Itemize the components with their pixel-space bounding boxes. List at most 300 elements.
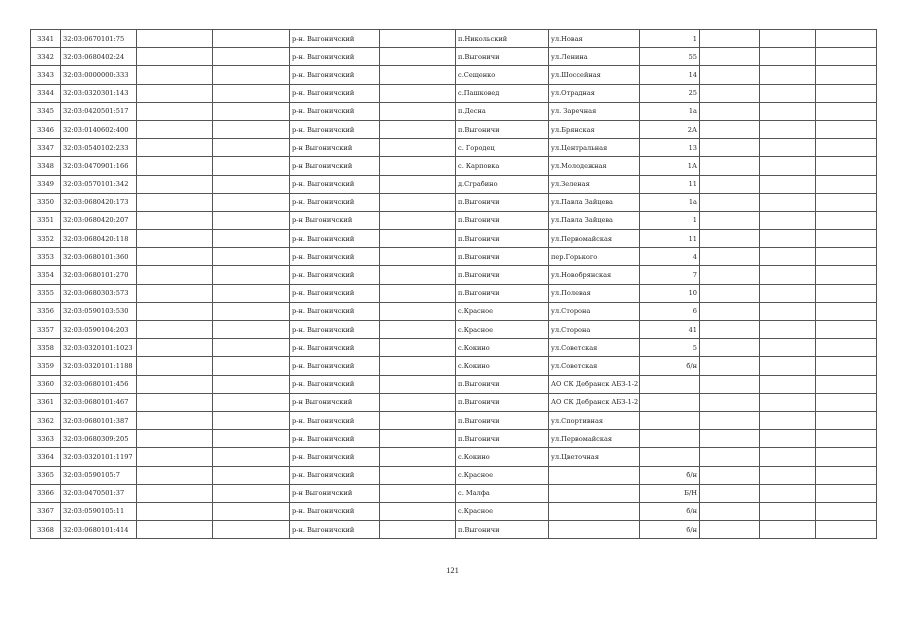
table-row bbox=[31, 120, 877, 138]
blank-cell bbox=[137, 339, 213, 357]
blank-cell bbox=[816, 30, 877, 48]
blank-cell bbox=[700, 193, 760, 211]
district: р-н. Выгоничский bbox=[290, 502, 380, 520]
settlement: д.Сграбино bbox=[456, 175, 549, 193]
settlement: с.Красное bbox=[456, 502, 549, 520]
row-number: 3344 bbox=[31, 84, 61, 102]
blank-cell bbox=[213, 120, 290, 138]
cadastral-number: 32:03:0590105:11 bbox=[61, 502, 137, 520]
house-number: 10 bbox=[640, 284, 700, 302]
blank-cell bbox=[760, 302, 816, 320]
blank-cell bbox=[760, 30, 816, 48]
house-number: 25 bbox=[640, 84, 700, 102]
district: р-н. Выгоничский bbox=[290, 30, 380, 48]
blank-cell bbox=[137, 430, 213, 448]
settlement: п.Выгоничи bbox=[456, 248, 549, 266]
blank-cell bbox=[137, 248, 213, 266]
cadastral-number: 32:03:0470501:37 bbox=[61, 484, 137, 502]
settlement: с.Кокино bbox=[456, 448, 549, 466]
street bbox=[549, 466, 640, 484]
blank-cell bbox=[816, 266, 877, 284]
settlement: с.Красное bbox=[456, 321, 549, 339]
house-number bbox=[640, 430, 700, 448]
house-number: 2А bbox=[640, 120, 700, 138]
street: ул.Павла Зайцева bbox=[549, 211, 640, 229]
blank-cell bbox=[380, 393, 456, 411]
blank-cell bbox=[816, 211, 877, 229]
row-number: 3349 bbox=[31, 175, 61, 193]
blank-cell bbox=[213, 466, 290, 484]
blank-cell bbox=[760, 193, 816, 211]
blank-cell bbox=[760, 466, 816, 484]
street: ул.Первомайская bbox=[549, 230, 640, 248]
blank-cell bbox=[816, 430, 877, 448]
house-number: 11 bbox=[640, 175, 700, 193]
blank-cell bbox=[213, 175, 290, 193]
blank-cell bbox=[213, 375, 290, 393]
house-number: 6 bbox=[640, 302, 700, 320]
street: ул.Центральная bbox=[549, 139, 640, 157]
blank-cell bbox=[137, 48, 213, 66]
cadastral-number: 32:03:0680101:456 bbox=[61, 375, 137, 393]
row-number: 3367 bbox=[31, 502, 61, 520]
settlement: п.Выгоничи bbox=[456, 193, 549, 211]
blank-cell bbox=[137, 157, 213, 175]
table-row bbox=[31, 321, 877, 339]
blank-cell bbox=[213, 139, 290, 157]
house-number: 1а bbox=[640, 102, 700, 120]
blank-cell bbox=[137, 466, 213, 484]
blank-cell bbox=[816, 230, 877, 248]
house-number: 1 bbox=[640, 30, 700, 48]
house-number: 4 bbox=[640, 248, 700, 266]
blank-cell bbox=[816, 357, 877, 375]
blank-cell bbox=[700, 284, 760, 302]
blank-cell bbox=[816, 284, 877, 302]
blank-cell bbox=[380, 266, 456, 284]
blank-cell bbox=[816, 321, 877, 339]
blank-cell bbox=[700, 248, 760, 266]
blank-cell bbox=[213, 193, 290, 211]
blank-cell bbox=[380, 120, 456, 138]
blank-cell bbox=[213, 157, 290, 175]
district: р-н. Выгоничский bbox=[290, 175, 380, 193]
blank-cell bbox=[137, 302, 213, 320]
cadastral-number: 32:03:0140602:400 bbox=[61, 120, 137, 138]
house-number: 1 bbox=[640, 211, 700, 229]
settlement: п.Выгоничи bbox=[456, 284, 549, 302]
blank-cell bbox=[213, 284, 290, 302]
blank-cell bbox=[760, 411, 816, 429]
table-row bbox=[31, 48, 877, 66]
settlement: п.Никольский bbox=[456, 30, 549, 48]
blank-cell bbox=[380, 175, 456, 193]
house-number bbox=[640, 393, 700, 411]
cadastral-number: 32:03:0680101:360 bbox=[61, 248, 137, 266]
cadastral-number: 32:03:0680309:205 bbox=[61, 430, 137, 448]
settlement: с.Красное bbox=[456, 302, 549, 320]
blank-cell bbox=[137, 448, 213, 466]
settlement: с. Карповка bbox=[456, 157, 549, 175]
street: ул.Сторона bbox=[549, 302, 640, 320]
district: р-н. Выгоничский bbox=[290, 266, 380, 284]
blank-cell bbox=[760, 66, 816, 84]
house-number: б/н bbox=[640, 466, 700, 484]
cadastral-number: 32:03:0570101:342 bbox=[61, 175, 137, 193]
table-row bbox=[31, 484, 877, 502]
row-number: 3364 bbox=[31, 448, 61, 466]
blank-cell bbox=[700, 411, 760, 429]
table-row bbox=[31, 448, 877, 466]
blank-cell bbox=[137, 230, 213, 248]
row-number: 3347 bbox=[31, 139, 61, 157]
blank-cell bbox=[760, 521, 816, 539]
blank-cell bbox=[760, 339, 816, 357]
blank-cell bbox=[816, 484, 877, 502]
street bbox=[549, 502, 640, 520]
settlement: с.Кокино bbox=[456, 339, 549, 357]
table-row bbox=[31, 357, 877, 375]
blank-cell bbox=[816, 48, 877, 66]
property-registry-table bbox=[30, 29, 877, 539]
blank-cell bbox=[816, 193, 877, 211]
blank-cell bbox=[213, 321, 290, 339]
settlement: п.Выгоничи bbox=[456, 266, 549, 284]
district: р-н. Выгоничский bbox=[290, 102, 380, 120]
blank-cell bbox=[816, 102, 877, 120]
blank-cell bbox=[380, 375, 456, 393]
table-row bbox=[31, 175, 877, 193]
table-row bbox=[31, 393, 877, 411]
blank-cell bbox=[816, 120, 877, 138]
cadastral-number: 32:03:0680420:118 bbox=[61, 230, 137, 248]
settlement: п.Выгоничи bbox=[456, 120, 549, 138]
blank-cell bbox=[213, 502, 290, 520]
district: р-н. Выгоничский bbox=[290, 230, 380, 248]
district: р-н Выгоничский bbox=[290, 139, 380, 157]
street: ул.Цветочная bbox=[549, 448, 640, 466]
district: р-н. Выгоничский bbox=[290, 411, 380, 429]
blank-cell bbox=[380, 357, 456, 375]
blank-cell bbox=[380, 302, 456, 320]
house-number bbox=[640, 411, 700, 429]
blank-cell bbox=[213, 302, 290, 320]
blank-cell bbox=[380, 102, 456, 120]
blank-cell bbox=[700, 211, 760, 229]
street: ул. Заречная bbox=[549, 102, 640, 120]
blank-cell bbox=[380, 139, 456, 157]
table-row bbox=[31, 411, 877, 429]
street: ул.Новая bbox=[549, 30, 640, 48]
table-row bbox=[31, 139, 877, 157]
blank-cell bbox=[700, 393, 760, 411]
blank-cell bbox=[380, 466, 456, 484]
district: р-н. Выгоничский bbox=[290, 357, 380, 375]
blank-cell bbox=[700, 357, 760, 375]
district: р-н. Выгоничский bbox=[290, 321, 380, 339]
blank-cell bbox=[213, 211, 290, 229]
street bbox=[549, 521, 640, 539]
blank-cell bbox=[760, 120, 816, 138]
house-number: б/н bbox=[640, 502, 700, 520]
district: р-н. Выгоничский bbox=[290, 248, 380, 266]
district: р-н Выгоничский bbox=[290, 484, 380, 502]
blank-cell bbox=[700, 139, 760, 157]
table-row bbox=[31, 248, 877, 266]
blank-cell bbox=[816, 502, 877, 520]
blank-cell bbox=[760, 102, 816, 120]
blank-cell bbox=[137, 120, 213, 138]
blank-cell bbox=[700, 157, 760, 175]
blank-cell bbox=[137, 484, 213, 502]
table-row bbox=[31, 157, 877, 175]
blank-cell bbox=[137, 357, 213, 375]
district: р-н. Выгоничский bbox=[290, 430, 380, 448]
blank-cell bbox=[380, 284, 456, 302]
table-row bbox=[31, 102, 877, 120]
district: р-н. Выгоничский bbox=[290, 66, 380, 84]
street: АО СК Дебранск АБЗ-1-2 bbox=[549, 393, 640, 411]
blank-cell bbox=[700, 120, 760, 138]
row-number: 3342 bbox=[31, 48, 61, 66]
table-row bbox=[31, 521, 877, 539]
street: АО СК Дебранск АБЗ-1-2 bbox=[549, 375, 640, 393]
blank-cell bbox=[760, 375, 816, 393]
blank-cell bbox=[137, 502, 213, 520]
house-number: Б/Н bbox=[640, 484, 700, 502]
blank-cell bbox=[380, 448, 456, 466]
blank-cell bbox=[213, 357, 290, 375]
row-number: 3361 bbox=[31, 393, 61, 411]
street: ул.Советская bbox=[549, 339, 640, 357]
cadastral-number: 32:03:0680303:573 bbox=[61, 284, 137, 302]
district: р-н. Выгоничский bbox=[290, 84, 380, 102]
blank-cell bbox=[816, 66, 877, 84]
row-number: 3357 bbox=[31, 321, 61, 339]
district: р-н. Выгоничский bbox=[290, 48, 380, 66]
blank-cell bbox=[700, 375, 760, 393]
blank-cell bbox=[816, 175, 877, 193]
street: пер.Горького bbox=[549, 248, 640, 266]
blank-cell bbox=[760, 484, 816, 502]
blank-cell bbox=[700, 484, 760, 502]
row-number: 3368 bbox=[31, 521, 61, 539]
house-number: 41 bbox=[640, 321, 700, 339]
blank-cell bbox=[137, 521, 213, 539]
table-row bbox=[31, 84, 877, 102]
settlement: п.Выгоничи bbox=[456, 393, 549, 411]
cadastral-number: 32:03:0680101:270 bbox=[61, 266, 137, 284]
blank-cell bbox=[137, 266, 213, 284]
row-number: 3341 bbox=[31, 30, 61, 48]
house-number: 1а bbox=[640, 193, 700, 211]
blank-cell bbox=[380, 484, 456, 502]
street: ул.Зеленая bbox=[549, 175, 640, 193]
table-row bbox=[31, 211, 877, 229]
row-number: 3363 bbox=[31, 430, 61, 448]
blank-cell bbox=[760, 321, 816, 339]
blank-cell bbox=[137, 66, 213, 84]
blank-cell bbox=[213, 48, 290, 66]
blank-cell bbox=[760, 230, 816, 248]
blank-cell bbox=[760, 211, 816, 229]
blank-cell bbox=[380, 502, 456, 520]
blank-cell bbox=[213, 266, 290, 284]
blank-cell bbox=[380, 430, 456, 448]
table-row bbox=[31, 430, 877, 448]
row-number: 3358 bbox=[31, 339, 61, 357]
blank-cell bbox=[700, 521, 760, 539]
blank-cell bbox=[213, 248, 290, 266]
cadastral-number: 32:03:0540102:233 bbox=[61, 139, 137, 157]
settlement: п.Десна bbox=[456, 102, 549, 120]
settlement: п.Выгоничи bbox=[456, 375, 549, 393]
blank-cell bbox=[213, 102, 290, 120]
blank-cell bbox=[137, 211, 213, 229]
blank-cell bbox=[700, 102, 760, 120]
blank-cell bbox=[137, 30, 213, 48]
settlement: с.Кокино bbox=[456, 357, 549, 375]
blank-cell bbox=[380, 230, 456, 248]
table-row bbox=[31, 30, 877, 48]
house-number: 1А bbox=[640, 157, 700, 175]
blank-cell bbox=[816, 411, 877, 429]
district: р-н. Выгоничский bbox=[290, 521, 380, 539]
blank-cell bbox=[380, 411, 456, 429]
row-number: 3343 bbox=[31, 66, 61, 84]
blank-cell bbox=[816, 466, 877, 484]
blank-cell bbox=[380, 248, 456, 266]
blank-cell bbox=[816, 393, 877, 411]
house-number bbox=[640, 375, 700, 393]
row-number: 3360 bbox=[31, 375, 61, 393]
settlement: п.Выгоничи bbox=[456, 521, 549, 539]
blank-cell bbox=[137, 175, 213, 193]
table-row bbox=[31, 339, 877, 357]
blank-cell bbox=[380, 66, 456, 84]
cadastral-number: 32:03:0320101:1197 bbox=[61, 448, 137, 466]
street: ул.Полевая bbox=[549, 284, 640, 302]
district: р-н Выгоничский bbox=[290, 211, 380, 229]
blank-cell bbox=[700, 84, 760, 102]
blank-cell bbox=[700, 430, 760, 448]
blank-cell bbox=[380, 211, 456, 229]
street: ул.Сторона bbox=[549, 321, 640, 339]
row-number: 3362 bbox=[31, 411, 61, 429]
blank-cell bbox=[213, 521, 290, 539]
settlement: с.Сещенко bbox=[456, 66, 549, 84]
district: р-н. Выгоничский bbox=[290, 466, 380, 484]
district: р-н. Выгоничский bbox=[290, 284, 380, 302]
table-body bbox=[31, 30, 877, 539]
settlement: с.Красное bbox=[456, 466, 549, 484]
settlement: п.Выгоничи bbox=[456, 48, 549, 66]
street: ул.Павла Зайцева bbox=[549, 193, 640, 211]
cadastral-number: 32:03:0320101:1023 bbox=[61, 339, 137, 357]
district: р-н. Выгоничский bbox=[290, 302, 380, 320]
blank-cell bbox=[137, 102, 213, 120]
blank-cell bbox=[700, 48, 760, 66]
cadastral-number: 32:03:0680101:387 bbox=[61, 411, 137, 429]
blank-cell bbox=[213, 230, 290, 248]
cadastral-number: 32:03:0680101:414 bbox=[61, 521, 137, 539]
blank-cell bbox=[137, 139, 213, 157]
street: ул.Советская bbox=[549, 357, 640, 375]
blank-cell bbox=[380, 339, 456, 357]
blank-cell bbox=[213, 30, 290, 48]
blank-cell bbox=[760, 157, 816, 175]
settlement: с. Малфа bbox=[456, 484, 549, 502]
house-number: б/н bbox=[640, 357, 700, 375]
blank-cell bbox=[816, 84, 877, 102]
blank-cell bbox=[816, 339, 877, 357]
house-number: 11 bbox=[640, 230, 700, 248]
house-number: 13 bbox=[640, 139, 700, 157]
blank-cell bbox=[380, 157, 456, 175]
blank-cell bbox=[380, 48, 456, 66]
settlement: с. Городец bbox=[456, 139, 549, 157]
blank-cell bbox=[137, 375, 213, 393]
street: ул.Отрадная bbox=[549, 84, 640, 102]
street: ул.Молодежная bbox=[549, 157, 640, 175]
blank-cell bbox=[760, 502, 816, 520]
table-row bbox=[31, 466, 877, 484]
street: ул.Ленина bbox=[549, 48, 640, 66]
blank-cell bbox=[760, 139, 816, 157]
blank-cell bbox=[213, 84, 290, 102]
cadastral-number: 32:03:0680420:207 bbox=[61, 211, 137, 229]
blank-cell bbox=[213, 411, 290, 429]
settlement: п.Выгоничи bbox=[456, 230, 549, 248]
blank-cell bbox=[380, 30, 456, 48]
row-number: 3354 bbox=[31, 266, 61, 284]
cadastral-number: 32:03:0470901:166 bbox=[61, 157, 137, 175]
row-number: 3352 bbox=[31, 230, 61, 248]
blank-cell bbox=[700, 66, 760, 84]
blank-cell bbox=[213, 393, 290, 411]
blank-cell bbox=[700, 30, 760, 48]
blank-cell bbox=[380, 84, 456, 102]
blank-cell bbox=[816, 375, 877, 393]
settlement: п.Выгоничи bbox=[456, 430, 549, 448]
blank-cell bbox=[213, 339, 290, 357]
blank-cell bbox=[760, 430, 816, 448]
blank-cell bbox=[760, 84, 816, 102]
blank-cell bbox=[760, 448, 816, 466]
blank-cell bbox=[700, 339, 760, 357]
blank-cell bbox=[137, 193, 213, 211]
blank-cell bbox=[700, 466, 760, 484]
row-number: 3356 bbox=[31, 302, 61, 320]
blank-cell bbox=[213, 448, 290, 466]
district: р-н. Выгоничский bbox=[290, 120, 380, 138]
district: р-н. Выгоничский bbox=[290, 375, 380, 393]
cadastral-number: 32:03:0590105:7 bbox=[61, 466, 137, 484]
row-number: 3348 bbox=[31, 157, 61, 175]
cadastral-number: 32:03:0590104:203 bbox=[61, 321, 137, 339]
blank-cell bbox=[137, 393, 213, 411]
district: р-н Выгоничский bbox=[290, 393, 380, 411]
table-row bbox=[31, 302, 877, 320]
table-row bbox=[31, 230, 877, 248]
table-row bbox=[31, 266, 877, 284]
table-row bbox=[31, 284, 877, 302]
blank-cell bbox=[816, 248, 877, 266]
blank-cell bbox=[137, 84, 213, 102]
street bbox=[549, 484, 640, 502]
house-number: 14 bbox=[640, 66, 700, 84]
blank-cell bbox=[137, 284, 213, 302]
